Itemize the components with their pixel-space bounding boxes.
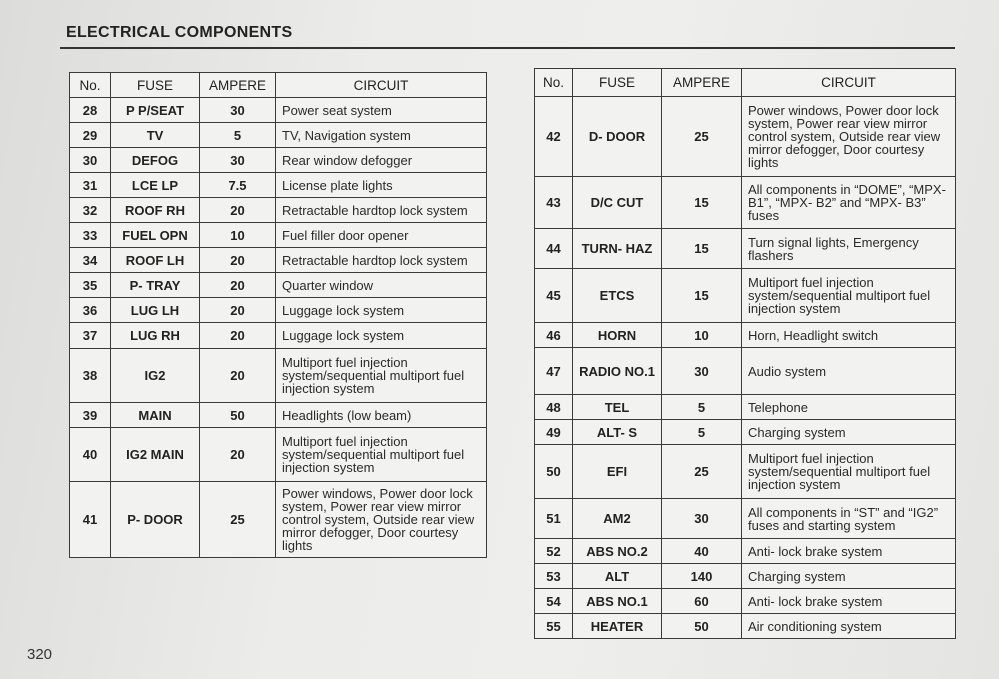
table-row xyxy=(70,198,487,223)
table-row xyxy=(70,223,487,248)
table-row xyxy=(535,499,956,539)
fuse-ampere: 20 xyxy=(200,428,276,482)
table-row xyxy=(535,614,956,639)
fuse-number: 30 xyxy=(70,148,111,173)
fuse-number: 39 xyxy=(70,403,111,428)
fuse-name: TURN- HAZ xyxy=(573,229,662,269)
table-row xyxy=(535,420,956,445)
fuse-circuit: Luggage lock system xyxy=(276,298,487,323)
fuse-number: 44 xyxy=(535,229,573,269)
fuse-circuit: Fuel filler door opener xyxy=(276,223,487,248)
fuse-circuit: Horn, Headlight switch xyxy=(742,323,956,348)
fuse-name: ABS NO.2 xyxy=(573,539,662,564)
fuse-ampere: 40 xyxy=(662,539,742,564)
table-row xyxy=(535,348,956,395)
fuse-number: 43 xyxy=(535,177,573,229)
fuse-circuit: Multiport fuel injection system/sequential multiport fuel injection system xyxy=(742,445,956,499)
table-row xyxy=(535,323,956,348)
header-no: No. xyxy=(70,73,111,98)
fuse-name: LUG RH xyxy=(111,323,200,349)
fuse-name: TEL xyxy=(573,395,662,420)
header-circuit: CIRCUIT xyxy=(742,69,956,97)
header-ampere: AMPERE xyxy=(200,73,276,98)
fuse-circuit: License plate lights xyxy=(276,173,487,198)
fuse-circuit: Telephone xyxy=(742,395,956,420)
table-row xyxy=(70,148,487,173)
fuse-name: FUEL OPN xyxy=(111,223,200,248)
page-number: 320 xyxy=(27,646,53,663)
fuse-circuit: Multiport fuel injection system/sequential multiport fuel injection system xyxy=(276,349,487,403)
fuse-ampere: 25 xyxy=(662,445,742,499)
fuse-name: P P/SEAT xyxy=(111,98,200,123)
fuse-name: LCE LP xyxy=(111,173,200,198)
table-row xyxy=(535,445,956,499)
table-row xyxy=(535,539,956,564)
fuse-ampere: 5 xyxy=(662,420,742,445)
fuse-number: 54 xyxy=(535,589,573,614)
fuse-circuit: Charging system xyxy=(742,420,956,445)
fuse-number: 32 xyxy=(70,198,111,223)
fuse-circuit: Retractable hardtop lock system xyxy=(276,248,487,273)
header-fuse: FUSE xyxy=(573,69,662,97)
table-row xyxy=(70,349,487,403)
fuse-circuit: Turn signal lights, Emergency flashers xyxy=(742,229,956,269)
fuse-number: 36 xyxy=(70,298,111,323)
fuse-name: ROOF RH xyxy=(111,198,200,223)
fuse-ampere: 15 xyxy=(662,229,742,269)
fuse-ampere: 10 xyxy=(662,323,742,348)
fuse-name: RADIO NO.1 xyxy=(573,348,662,395)
fuse-ampere: 30 xyxy=(662,348,742,395)
fuse-name: MAIN xyxy=(111,403,200,428)
table-row xyxy=(535,269,956,323)
fuse-circuit: Power seat system xyxy=(276,98,487,123)
fuse-name: EFI xyxy=(573,445,662,499)
fuse-ampere: 20 xyxy=(200,349,276,403)
header-fuse: FUSE xyxy=(111,73,200,98)
fuse-number: 48 xyxy=(535,395,573,420)
title-divider xyxy=(60,47,955,49)
fuse-name: AM2 xyxy=(573,499,662,539)
fuse-circuit: Multiport fuel injection system/sequential multiport fuel injection system xyxy=(276,428,487,482)
table-row xyxy=(70,323,487,349)
fuse-ampere: 20 xyxy=(200,298,276,323)
fuse-name: D- DOOR xyxy=(573,97,662,177)
table-header-row xyxy=(535,69,956,97)
fuse-number: 51 xyxy=(535,499,573,539)
fuse-ampere: 20 xyxy=(200,273,276,298)
fuse-circuit: Multiport fuel injection system/sequential multiport fuel injection system xyxy=(742,269,956,323)
table-row xyxy=(535,229,956,269)
table-row xyxy=(70,298,487,323)
table-row xyxy=(70,98,487,123)
table-row xyxy=(70,123,487,148)
fuse-name: ALT xyxy=(573,564,662,589)
fuse-number: 49 xyxy=(535,420,573,445)
table-row xyxy=(70,273,487,298)
table-row xyxy=(535,395,956,420)
fuse-ampere: 60 xyxy=(662,589,742,614)
fuse-number: 53 xyxy=(535,564,573,589)
fuse-ampere: 15 xyxy=(662,177,742,229)
fuse-name: P- DOOR xyxy=(111,482,200,558)
fuse-name: DEFOG xyxy=(111,148,200,173)
table-header-row xyxy=(70,73,487,98)
header-circuit: CIRCUIT xyxy=(276,73,487,98)
fuse-name: IG2 xyxy=(111,349,200,403)
fuse-circuit: Power windows, Power door lock system, Power rear view mirror control system, Outside rear view mirror defogger, Door courtesy lights xyxy=(276,482,487,558)
fuse-ampere: 140 xyxy=(662,564,742,589)
fuse-circuit: Audio system xyxy=(742,348,956,395)
fuse-ampere: 15 xyxy=(662,269,742,323)
fuse-table-right xyxy=(534,68,956,639)
fuse-number: 31 xyxy=(70,173,111,198)
table-row xyxy=(70,482,487,558)
fuse-name: D/C CUT xyxy=(573,177,662,229)
fuse-ampere: 30 xyxy=(200,98,276,123)
fuse-name: IG2 MAIN xyxy=(111,428,200,482)
fuse-number: 40 xyxy=(70,428,111,482)
fuse-ampere: 30 xyxy=(662,499,742,539)
fuse-ampere: 10 xyxy=(200,223,276,248)
fuse-ampere: 5 xyxy=(662,395,742,420)
fuse-number: 37 xyxy=(70,323,111,349)
fuse-name: ROOF LH xyxy=(111,248,200,273)
fuse-circuit: Charging system xyxy=(742,564,956,589)
fuse-ampere: 20 xyxy=(200,198,276,223)
fuse-number: 34 xyxy=(70,248,111,273)
fuse-ampere: 25 xyxy=(662,97,742,177)
fuse-ampere: 20 xyxy=(200,323,276,349)
fuse-number: 33 xyxy=(70,223,111,248)
fuse-ampere: 20 xyxy=(200,248,276,273)
table-row xyxy=(70,403,487,428)
fuse-ampere: 50 xyxy=(200,403,276,428)
fuse-table-left xyxy=(69,72,487,558)
fuse-number: 38 xyxy=(70,349,111,403)
fuse-ampere: 7.5 xyxy=(200,173,276,198)
fuse-number: 50 xyxy=(535,445,573,499)
fuse-circuit: Retractable hardtop lock system xyxy=(276,198,487,223)
fuse-ampere: 30 xyxy=(200,148,276,173)
fuse-circuit: All components in “DOME”, “MPX- B1”, “MPX- B2” and “MPX- B3” fuses xyxy=(742,177,956,229)
fuse-name: ETCS xyxy=(573,269,662,323)
fuse-circuit: All components in “ST” and “IG2” fuses and starting system xyxy=(742,499,956,539)
fuse-number: 46 xyxy=(535,323,573,348)
fuse-table-left-body xyxy=(70,98,487,558)
fuse-number: 45 xyxy=(535,269,573,323)
fuse-circuit: Power windows, Power door lock system, Power rear view mirror control system, Outside rear view mirror defogger, Door courtesy lights xyxy=(742,97,956,177)
fuse-ampere: 25 xyxy=(200,482,276,558)
fuse-circuit: Luggage lock system xyxy=(276,323,487,349)
fuse-circuit: Anti- lock brake system xyxy=(742,539,956,564)
fuse-name: LUG LH xyxy=(111,298,200,323)
fuse-name: ABS NO.1 xyxy=(573,589,662,614)
fuse-number: 47 xyxy=(535,348,573,395)
table-row xyxy=(535,177,956,229)
fuse-number: 35 xyxy=(70,273,111,298)
table-row xyxy=(535,589,956,614)
fuse-ampere: 50 xyxy=(662,614,742,639)
table-row xyxy=(535,564,956,589)
fuse-ampere: 5 xyxy=(200,123,276,148)
fuse-number: 41 xyxy=(70,482,111,558)
fuse-circuit: TV, Navigation system xyxy=(276,123,487,148)
table-row xyxy=(70,428,487,482)
fuse-number: 55 xyxy=(535,614,573,639)
fuse-circuit: Air conditioning system xyxy=(742,614,956,639)
fuse-name: ALT- S xyxy=(573,420,662,445)
fuse-number: 28 xyxy=(70,98,111,123)
fuse-number: 29 xyxy=(70,123,111,148)
header-no: No. xyxy=(535,69,573,97)
fuse-name: HEATER xyxy=(573,614,662,639)
fuse-name: TV xyxy=(111,123,200,148)
fuse-circuit: Rear window defogger xyxy=(276,148,487,173)
table-row xyxy=(535,97,956,177)
fuse-name: P- TRAY xyxy=(111,273,200,298)
fuse-circuit: Anti- lock brake system xyxy=(742,589,956,614)
fuse-number: 42 xyxy=(535,97,573,177)
fuse-number: 52 xyxy=(535,539,573,564)
table-row xyxy=(70,173,487,198)
fuse-circuit: Headlights (low beam) xyxy=(276,403,487,428)
fuse-table-right-body xyxy=(535,97,956,639)
table-row xyxy=(70,248,487,273)
page-title: ELECTRICAL COMPONENTS xyxy=(66,24,293,41)
fuse-circuit: Quarter window xyxy=(276,273,487,298)
fuse-name: HORN xyxy=(573,323,662,348)
header-ampere: AMPERE xyxy=(662,69,742,97)
